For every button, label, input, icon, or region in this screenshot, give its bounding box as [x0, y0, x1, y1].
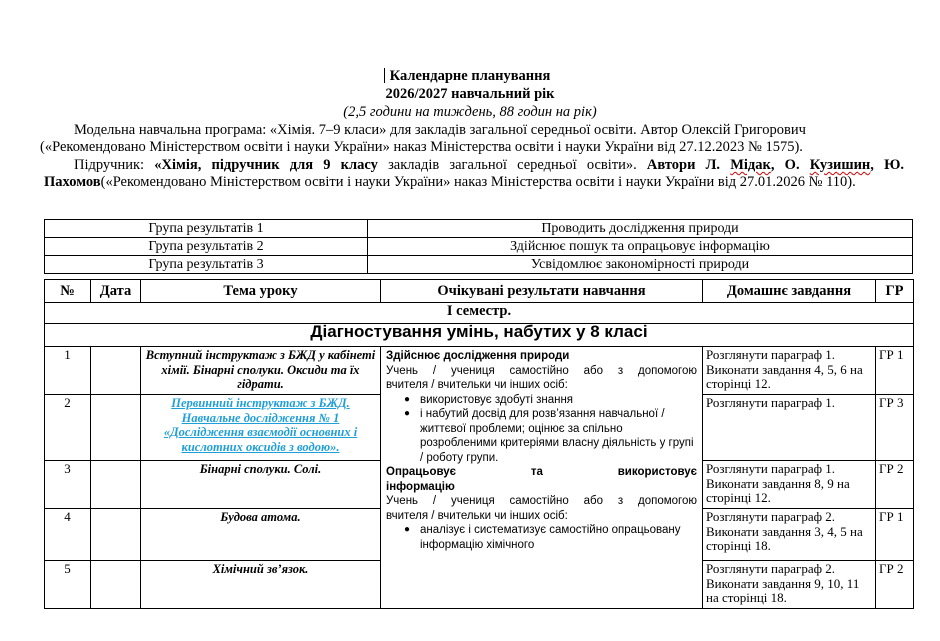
lesson-topic: Вступний інструктаж з БЖД у кабінеті хімії. Бінарні сполуки. Оксиди та їх гідрати.	[141, 347, 381, 395]
textbook-rest: закладів загальної середньої освіти».	[388, 157, 637, 173]
lesson-homework: Розглянути параграф 1. Виконати завдання 8, 9 на сторінці 12.	[703, 461, 876, 509]
results-groups-table	[44, 219, 913, 274]
outcome-intro-cont: вчителя / вчительки чи інших осіб:	[386, 509, 568, 522]
table-row	[45, 347, 914, 395]
outcome-title: Опрацьовує та використовує	[386, 466, 697, 478]
section-title: Діагностування умінь, набутих у 8 класі	[45, 324, 914, 347]
col-date: Дата	[91, 280, 141, 303]
lesson-homework: Розглянути параграф 2. Виконати завдання 9, 10, 11 на сторінці 18.	[703, 561, 876, 609]
group-name: Група результатів 2	[45, 238, 368, 256]
table-header-row	[45, 280, 914, 303]
list-item: ● використовує здобуті знання	[404, 393, 574, 406]
expected-outcomes	[381, 347, 703, 609]
outcome-title: Здійснює дослідження природи	[386, 350, 570, 362]
lesson-date	[91, 461, 141, 509]
textbook-authors: Автори Л. Мідак, О. Кузишин, Ю. Пахомов	[44, 157, 905, 190]
author-midak: Мідак	[730, 157, 771, 173]
group-row	[45, 238, 913, 256]
outcome-intro: Учень / учениця самостійно або з допомогою	[386, 364, 697, 377]
textbook-label: Підручник:	[74, 157, 145, 173]
lesson-group: ГР 3	[876, 395, 914, 461]
author-kuzyshyn: Кузишин	[809, 157, 871, 173]
col-group: ГР	[876, 280, 914, 303]
col-homework: Домашнє завдання	[703, 280, 876, 303]
lesson-group: ГР 2	[876, 561, 914, 609]
lesson-homework: Розглянути параграф 1. Виконати завдання 4, 5, 6 на сторінці 12.	[703, 347, 876, 395]
lesson-date	[91, 509, 141, 561]
outcome-intro: Учень / учениця самостійно або з допомогою	[386, 495, 697, 507]
textbook-paragraph	[44, 157, 904, 191]
textbook-approval: («Рекомендовано Міністерством освіти і науки України» наказ Міністерства освіти і науки України від 27.01.2026 №	[100, 174, 823, 190]
school-year: 2026/2027 навчальний рік	[385, 86, 555, 102]
lesson-group: ГР 2	[876, 461, 914, 509]
textbook-title: «Хімія, підручник для 9 класу	[154, 157, 378, 173]
list-item: ● і набутий досвід для розв’язання навчальної / життєвої проблеми; оцінює за спільно розробленими критеріями власну діяльність у групі / роботу групи.	[404, 408, 694, 464]
lesson-date	[91, 395, 141, 461]
outcome-intro-cont: вчителя / вчительки чи інших осіб:	[386, 379, 568, 391]
author-pakhomov: Пахомов	[44, 174, 101, 190]
semester-row	[45, 303, 914, 324]
col-number: №	[45, 280, 91, 303]
group-desc: Проводить дослідження природи	[368, 220, 913, 238]
textbook-approval-end: 110).	[826, 174, 856, 190]
lesson-number: 1	[45, 347, 91, 395]
lesson-topic: Хімічний зв’язок.	[141, 561, 381, 609]
lesson-plan-table	[44, 279, 914, 609]
group-row	[45, 220, 913, 238]
outcome-title-cont: інформацію	[386, 480, 455, 493]
lesson-number: 2	[45, 395, 91, 461]
lesson-homework: Розглянути параграф 2. Виконати завдання 3, 4, 5 на сторінці 18.	[703, 509, 876, 561]
list-item: ● аналізує і систематизує самостійно опрацьовану інформацію хімічного	[404, 524, 681, 551]
program-line: Модельна навчальна програма: «Хімія. 7–9 класи» для закладів загальної середньої освіти. Автор Олексій Григорович	[74, 122, 806, 138]
group-name: Група результатів 3	[45, 256, 368, 274]
lesson-number: 4	[45, 509, 91, 561]
program-approval: («Рекомендовано Міністерством освіти і науки України» наказ Міністерства освіти і науки України від 27.12.2023 № 1575).	[40, 139, 803, 155]
group-desc: Здійснює пошук та опрацьовує інформацію	[368, 238, 913, 256]
doc-title: Календарне планування	[389, 68, 551, 84]
section-row	[45, 324, 914, 347]
outcome-list	[386, 393, 697, 466]
lesson-number: 3	[45, 461, 91, 509]
group-desc: Усвідомлює закономірності природи	[368, 256, 913, 274]
lesson-topic: Первинний інструктаж з БЖД. Навчальне дослідження № 1 «Дослідження взаємодії основних і кислотних оксидів з водою».	[141, 395, 381, 461]
bullet-icon: ●	[404, 408, 411, 419]
lesson-topic: Будова атома.	[141, 509, 381, 561]
hours-note: (2,5 години на тиждень, 88 годин на рік)	[343, 104, 597, 120]
bullet-icon: ●	[404, 524, 411, 535]
lesson-group: ГР 1	[876, 347, 914, 395]
lesson-date	[91, 561, 141, 609]
lesson-group: ГР 1	[876, 509, 914, 561]
lesson-date	[91, 347, 141, 395]
lesson-homework: Розглянути параграф 1.	[703, 395, 876, 461]
lesson-number: 5	[45, 561, 91, 609]
col-topic: Тема уроку	[141, 280, 381, 303]
col-outcomes: Очікувані результати навчання	[381, 280, 703, 303]
lesson-topic: Бінарні сполуки. Солі.	[141, 461, 381, 509]
group-name: Група результатів 1	[45, 220, 368, 238]
semester-label: I семестр.	[45, 303, 914, 324]
outcome-list	[386, 523, 697, 552]
bullet-icon: ●	[404, 393, 411, 405]
group-row	[45, 256, 913, 274]
